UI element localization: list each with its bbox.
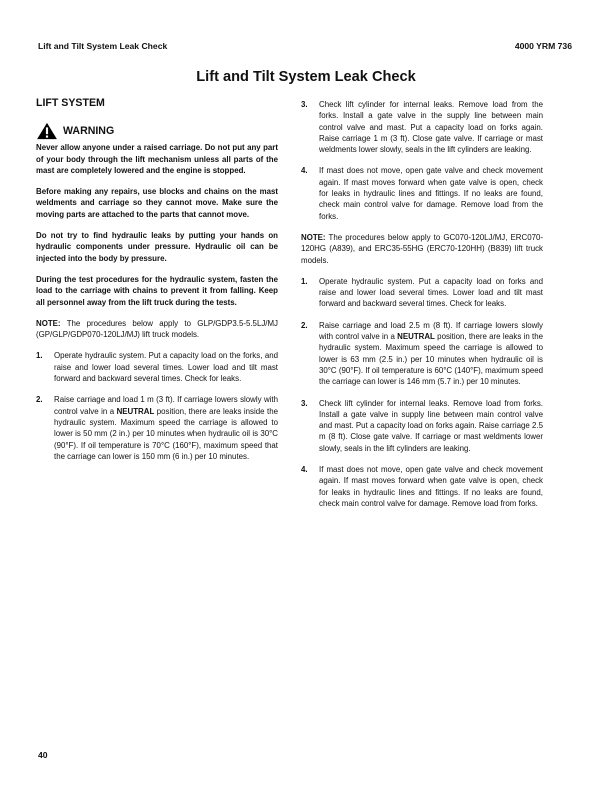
step-text: Operate hydraulic system. Put a capacity load on the forks, and raise and lower load several times. Lower load and tilt mast forward and backward several times. Check for leaks. <box>54 351 278 384</box>
procedure-step <box>36 394 278 462</box>
note-text: The procedures below apply to GC070-120LJ/MJ, ERC070-120HG (A839), and ERC35-55HG (ERC70-120HH) (B839) lift truck models. <box>301 232 543 265</box>
procedure-step <box>36 350 278 384</box>
note-text: The procedures below apply to GLP/GDP3.5-5.5LJ/MJ (GP/GLP/GDP070-120LJ/MJ) lift truck models. <box>36 318 278 340</box>
warning-paragraph: Never allow anyone under a raised carriage. Do not put any part of your body through the lift mechanism unless all parts of the mast are completely lowered and the engine is stopped. <box>36 143 278 175</box>
step-text: If mast does not move, open gate valve and check movement again. If mast moves forward when gate valve is open, check for leaks in hydraulic lines and fittings. If no leaks are found, check main control valve for damage. Remove load from the forks. <box>319 166 543 221</box>
step-text: Raise carriage and load 1 m (3 ft). If carriage lowers slowly with control valve in a NEUTRAL position, there are leaks inside the hydraulic system. Maximum speed the carriage is allowed to lower is 50 mm (2 in.) per 10 minutes when hydraulic oil is 30°C (90°F). If oil temperature is 70°C (160°F), maximum speed that the carriage can lower is 150 mm (6 in.) per 10 minutes. <box>54 395 278 461</box>
note-paragraph <box>36 318 278 341</box>
warning-paragraph: Before making any repairs, use blocks and chains on the mast weldments and carriage so they cannot move. Make sure the moving parts are attached to the parts that cannot move. <box>36 187 278 219</box>
procedure-step <box>301 165 543 221</box>
running-header-doc-number: 4000 YRM 736 <box>514 41 572 51</box>
procedure-step <box>301 464 543 509</box>
note-label: NOTE: <box>36 318 61 328</box>
running-header-title: Lift and Tilt System Leak Check <box>38 41 168 51</box>
section-heading: LIFT SYSTEM <box>36 97 105 109</box>
warning-paragraph: Do not try to find hydraulic leaks by putting your hands on hydraulic components under pressure. Hydraulic oil can be injected into the body by pressure. <box>36 231 278 263</box>
step-number: 2. <box>301 320 308 330</box>
note-label: NOTE: <box>301 232 326 242</box>
right-column <box>301 99 543 519</box>
step-number: 1. <box>301 276 308 286</box>
step-number: 1. <box>36 351 43 361</box>
step-text: Check lift cylinder for internal leaks. Remove load from forks. Install a gate valve in supply line between main control valve and mast. Put a capacity load on forks again. Raise carriage 2.5 m (8 ft). Close gate valve. If carriage or mast weldments lower slowly, seals in the lift cylinders are leaking. <box>319 398 543 453</box>
note-paragraph <box>301 232 543 266</box>
warning-triangle-icon <box>36 122 58 140</box>
left-column <box>36 97 278 472</box>
procedure-step <box>301 398 543 454</box>
warning-paragraph: During the test procedures for the hydraulic system, fasten the load to the carriage with chains to prevent it from falling. Keep all personnel away from the lift truck during the tests. <box>36 274 278 307</box>
step-number: 3. <box>301 398 308 408</box>
procedure-step <box>301 99 543 155</box>
step-number: 3. <box>301 100 308 109</box>
step-number: 4. <box>301 465 308 475</box>
step-number: 2. <box>36 395 43 405</box>
step-text: Raise carriage and load 2.5 m (8 ft). If carriage lowers slowly with control valve in a NEUTRAL position, there are leaks in the hydraulic system. Maximum speed the carriage is allowed to lower is 63 mm (2.5 in.) per 10 minutes when hydraulic oil is 30°C (90°F). If oil temperature is 60°C (140°F), maximum speed the carriage can lower is 146 mm (5.7 in.) per 10 minutes. <box>319 320 543 387</box>
step-number: 4. <box>301 166 308 176</box>
warning-label: WARNING <box>63 124 115 137</box>
procedure-step <box>301 276 543 310</box>
warning-header <box>36 122 278 140</box>
page-number: 40 <box>38 750 48 760</box>
procedure-step <box>301 320 543 388</box>
step-text: If mast does not move, open gate valve and check movement again. If mast moves forward when gate valve is open, check for leaks in hydraulic lines and fittings. If no leaks are found, check main control valve for damage. Remove load from forks. <box>319 465 543 508</box>
page-title: Lift and Tilt System Leak Check <box>196 69 416 85</box>
step-text: Check lift cylinder for internal leaks. Remove load from the forks. Install a gate valve in the supply line between main control valve and mast. Put a capacity load on forks again. Raise carriage 1 m (3 ft). Close gate valve. If carriage or mast weldments lower slowly, seals in the lift cylinders are leaking. <box>319 100 543 155</box>
step-text: Operate hydraulic system. Put a capacity load on forks and raise and lower load several times. Lower load and tilt mast forward and backward several times. Check for leaks. <box>319 276 543 309</box>
